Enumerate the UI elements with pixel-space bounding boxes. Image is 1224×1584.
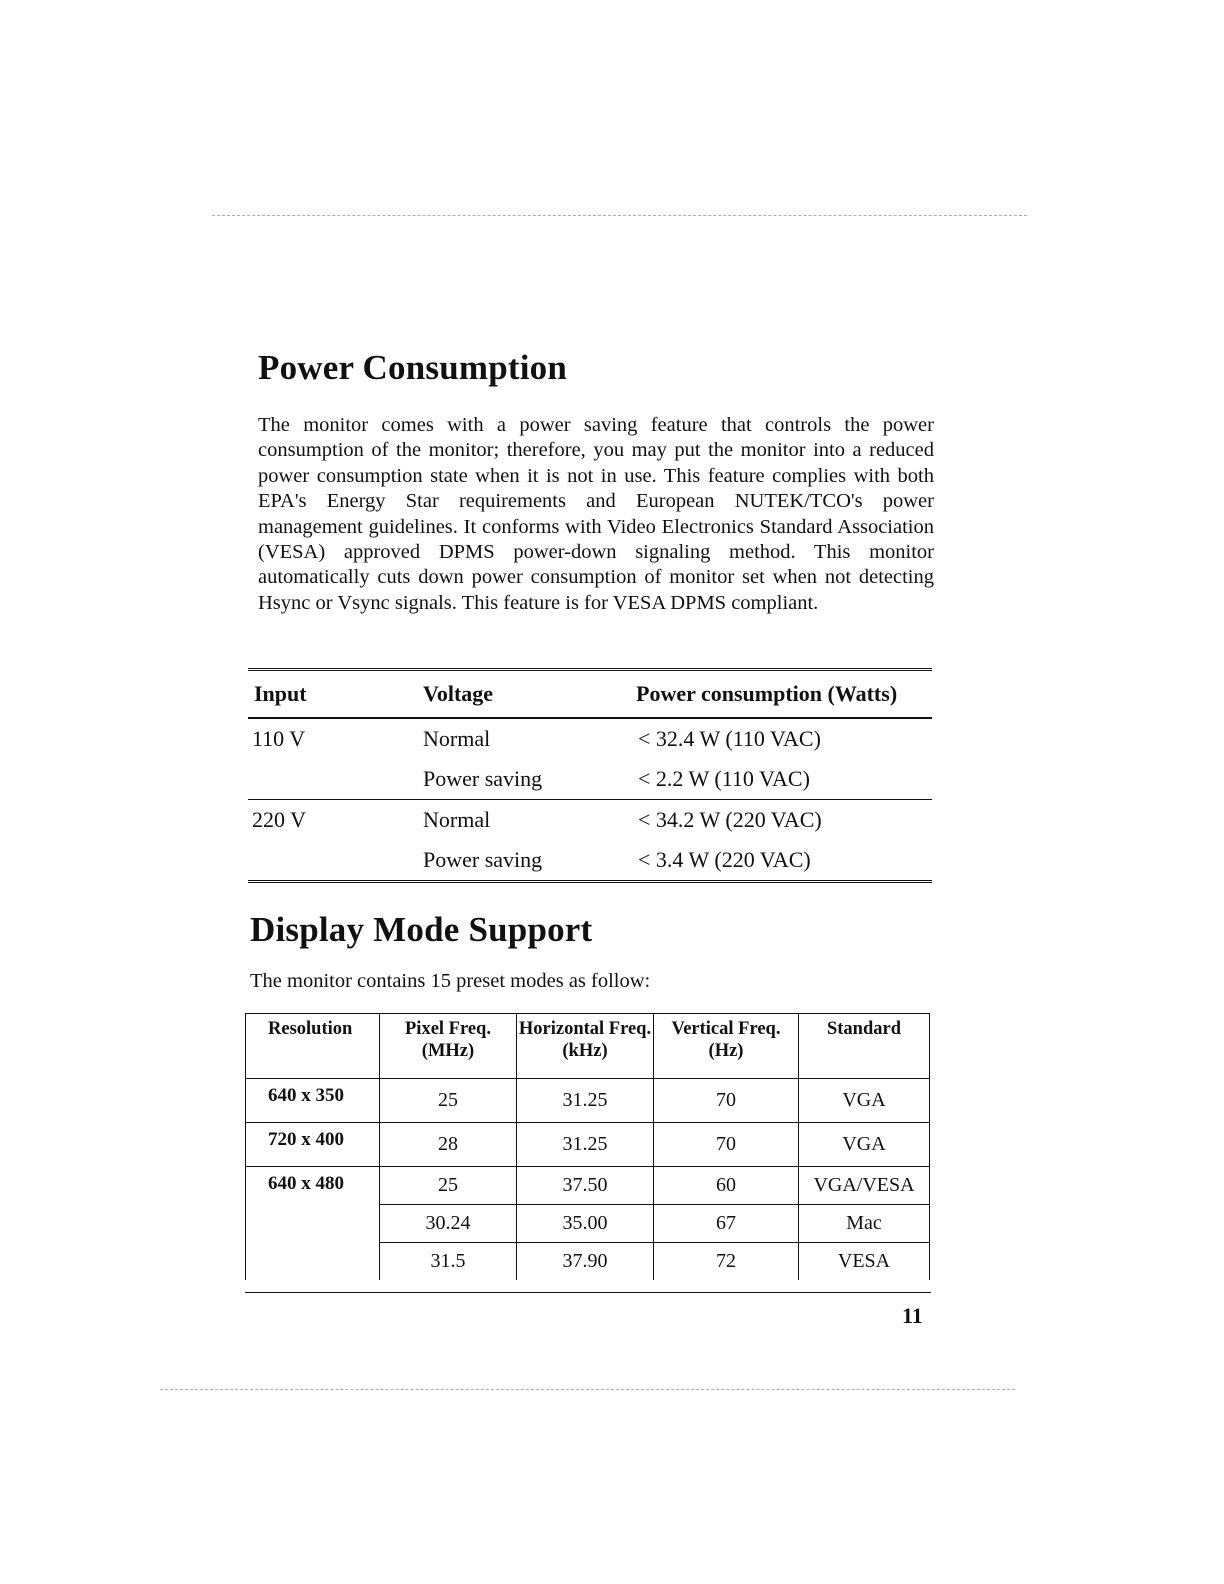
header-standard: Standard xyxy=(799,1014,930,1079)
scan-artifact-bottom xyxy=(160,1389,1015,1390)
scan-artifact-top xyxy=(212,215,1027,216)
table-row: 31.5 37.90 72 VESA xyxy=(246,1243,930,1281)
footer-divider xyxy=(245,1292,931,1293)
display-mode-intro: The monitor contains 15 preset modes as follow: xyxy=(250,970,651,992)
power-consumption-table xyxy=(248,668,932,883)
table-row: 640 x 350 25 31.25 70 VGA xyxy=(246,1079,930,1123)
table-row: Power saving < 2.2 W (110 VAC) xyxy=(423,766,810,791)
header-input: Input xyxy=(254,681,307,706)
header-pixel-freq: Pixel Freq. (MHz) xyxy=(380,1014,517,1079)
header-resolution: Resolution xyxy=(246,1014,380,1079)
power-group-220v xyxy=(248,800,932,883)
display-mode-title: Display Mode Support xyxy=(250,910,593,949)
table-header-row xyxy=(246,1014,930,1079)
power-consumption-title: Power Consumption xyxy=(258,348,568,387)
table-row: 640 x 480 25 37.50 60 VGA/VESA xyxy=(246,1167,930,1205)
header-vertical-freq: Vertical Freq. (Hz) xyxy=(654,1014,799,1079)
power-group-110v xyxy=(248,719,932,800)
header-horizontal-freq: Horizontal Freq. (kHz) xyxy=(517,1014,654,1079)
header-voltage: Voltage xyxy=(423,681,494,706)
table-row: 110 V Normal < 32.4 W (110 VAC) xyxy=(252,726,821,751)
power-table-header xyxy=(248,671,932,719)
page-number: 11 xyxy=(902,1303,923,1328)
power-consumption-paragraph: The monitor comes with a power saving feature that controls the power consumption of the monitor; therefore, you may put the monitor into a reduced power consumption state when it is not in use. This feature complies with both EPA's Energy Star requirements and European NUTEK/TCO's power management guidelines. It conforms with Video Electronics Standard Association (VESA) approved DPMS power-down signaling method. This monitor automatically cuts down power consumption of monitor set when not detecting Hsync or Vsync signals. This feature is for VESA DPMS compliant. xyxy=(258,414,934,614)
table-row: 720 x 400 28 31.25 70 VGA xyxy=(246,1123,930,1167)
display-mode-table xyxy=(245,1013,930,1280)
table-row: 30.24 35.00 67 Mac xyxy=(246,1205,930,1243)
table-row: Power saving < 3.4 W (220 VAC) xyxy=(423,847,811,872)
header-power: Power consumption (Watts) xyxy=(636,681,898,706)
table-row: 220 V Normal < 34.2 W (220 VAC) xyxy=(252,807,822,832)
